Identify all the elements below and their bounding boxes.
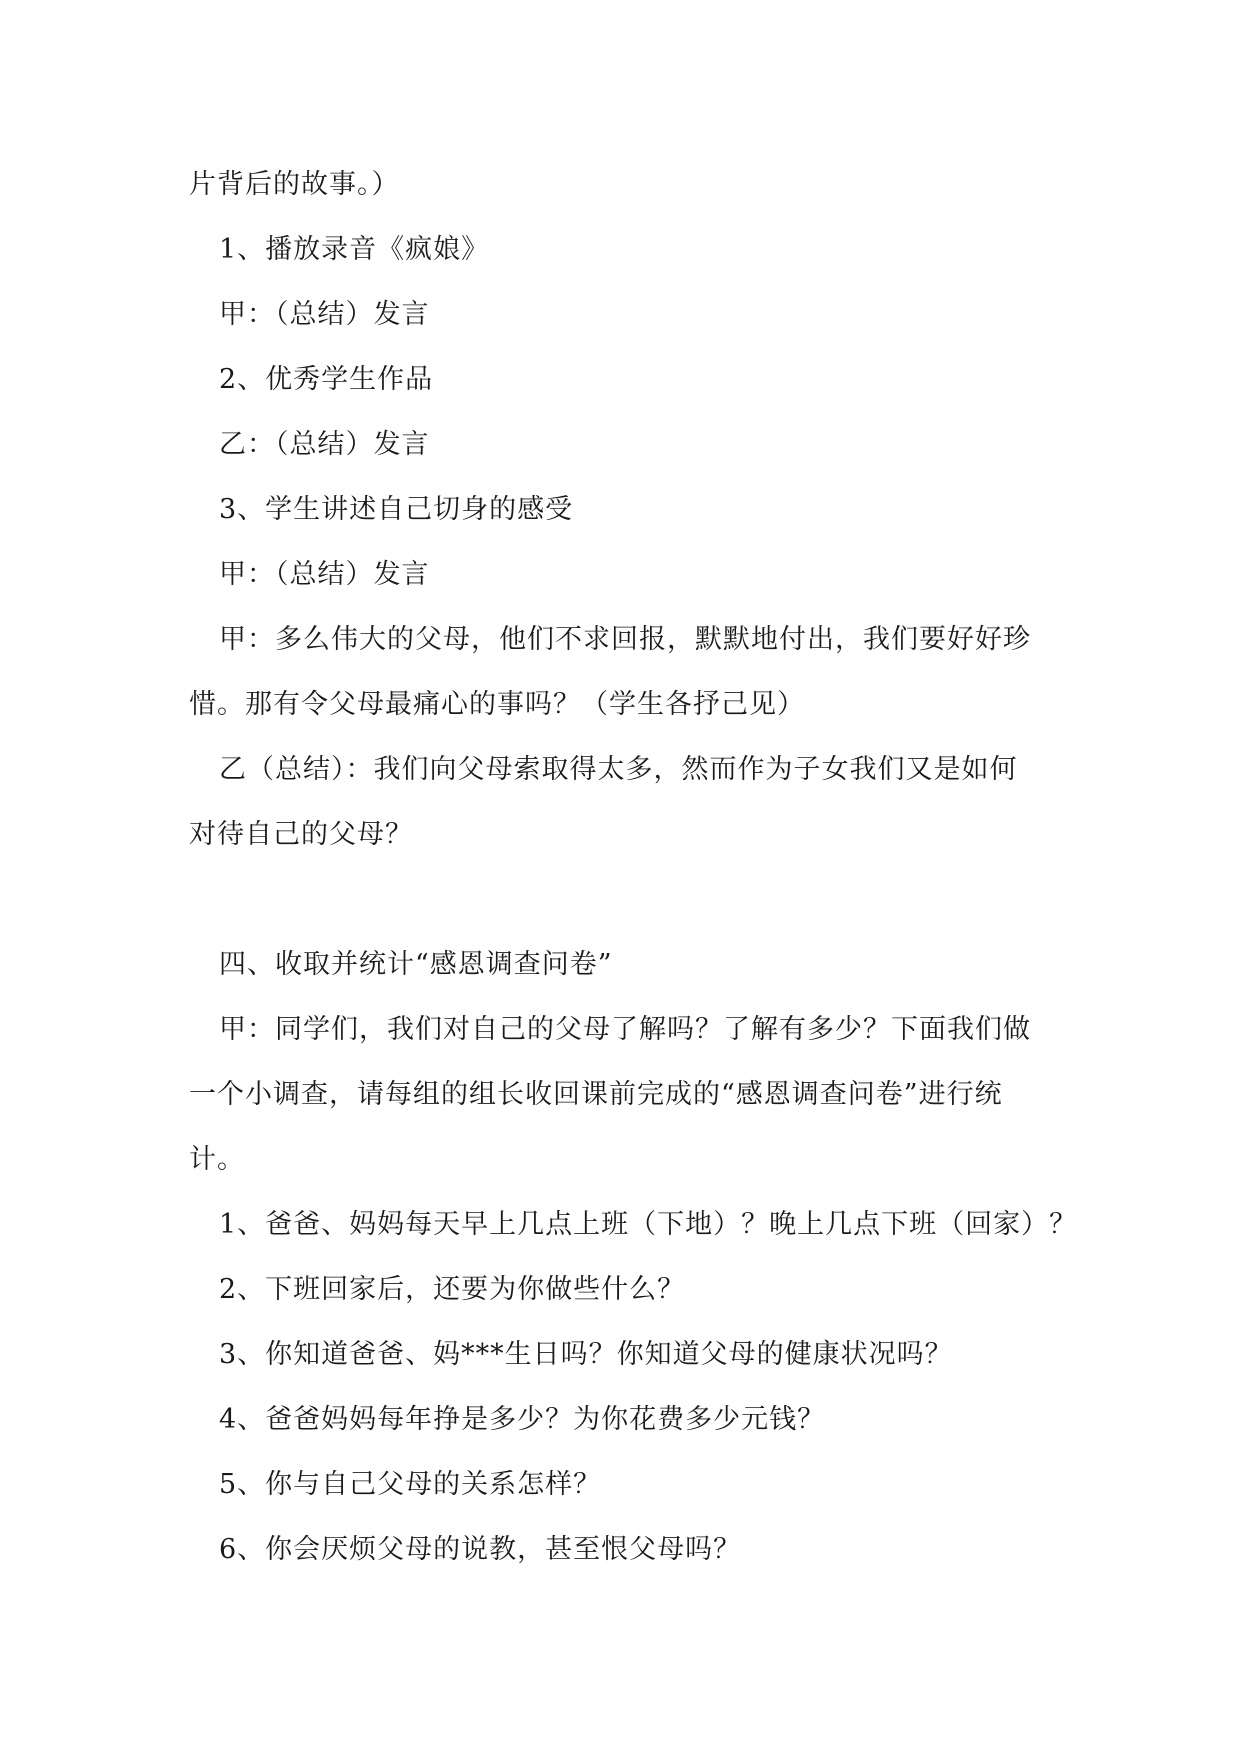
- list-item: 2、优秀学生作品: [219, 364, 434, 395]
- paragraph-line: 乙（总结）：我们向父母索取得太多，然而作为子女我们又是如何: [219, 754, 1018, 785]
- section-heading: 四、收取并统计“感恩调查问卷”: [219, 949, 613, 980]
- blank-gap: [189, 867, 1059, 932]
- list-item: 6、你会厌烦父母的说教，甚至恨父母吗？: [219, 1534, 742, 1565]
- paragraph-line: 片背后的故事。）: [189, 169, 400, 200]
- paragraph-line: 一个小调查，请每组的组长收回课前完成的“感恩调查问卷”进行统: [189, 1079, 1003, 1110]
- list-item: 4、爸爸妈妈每年挣是多少？为你花费多少元钱？: [219, 1404, 826, 1435]
- list-item: 1、播放录音《疯娘》: [219, 234, 490, 265]
- list-item: 1、爸爸、妈妈每天早上几点上班（下地）？晚上几点下班（回家）？: [219, 1209, 1078, 1240]
- list-item: 3、你知道爸爸、妈***生日吗？你知道父母的健康状况吗？: [219, 1339, 953, 1370]
- list-item: 2、下班回家后，还要为你做些什么？: [219, 1274, 686, 1305]
- paragraph-line: 甲：同学们，我们对自己的父母了解吗？了解有多少？下面我们做: [219, 1014, 1031, 1045]
- paragraph-line: 甲：多么伟大的父母，他们不求回报，默默地付出，我们要好好珍: [219, 624, 1031, 655]
- list-item: 3、学生讲述自己切身的感受: [219, 494, 574, 525]
- list-item: 5、你与自己父母的关系怎样？: [219, 1469, 602, 1500]
- paragraph-line: 计。: [189, 1144, 245, 1175]
- paragraph-line: 惜。那有令父母最痛心的事吗？（学生各抒己见）: [189, 689, 805, 720]
- paragraph-line: 对待自己的父母？: [189, 819, 413, 850]
- document-body: [189, 152, 1078, 1582]
- paragraph-line: 甲：（总结）发言: [219, 299, 430, 330]
- paragraph-line: 乙：（总结）发言: [219, 429, 430, 460]
- paragraph-line: 甲：（总结）发言: [219, 559, 430, 590]
